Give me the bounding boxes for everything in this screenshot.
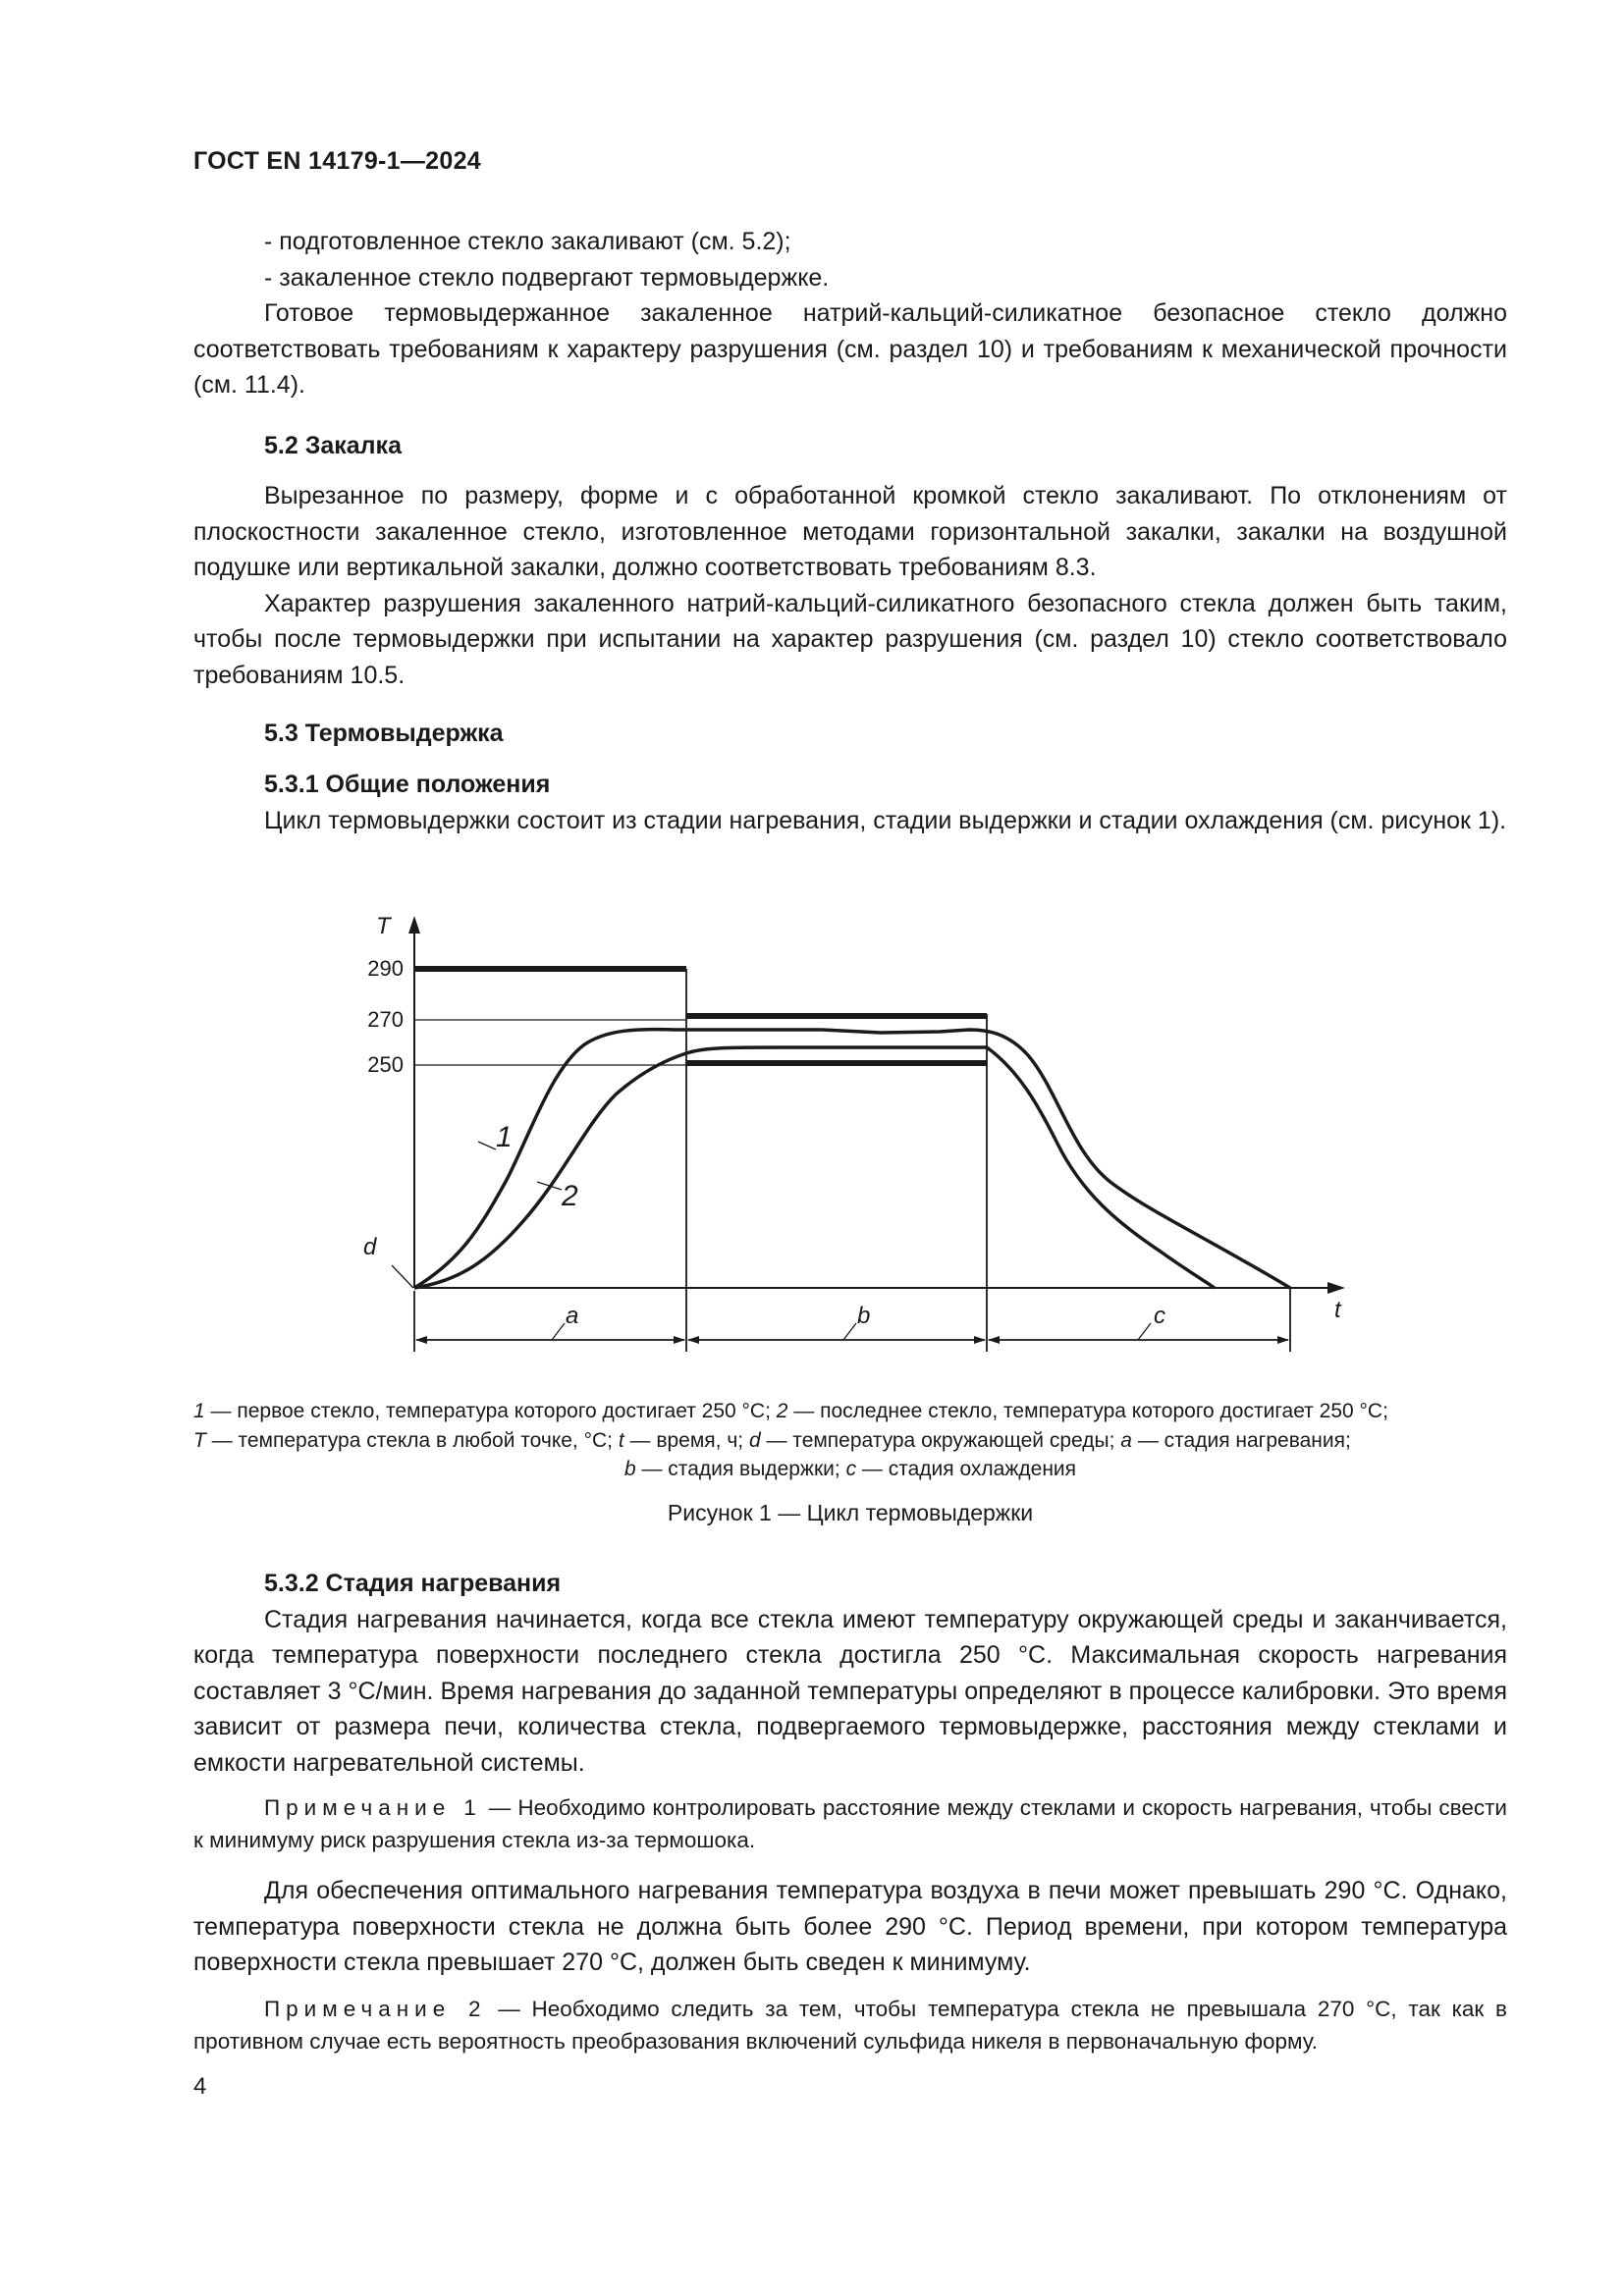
leader-a xyxy=(552,1323,565,1340)
legend-line: 1 — первое стекло, температура которого достигает 250 °С; 2 — последнее стекло, температура которого достигает 250 °С; xyxy=(193,1400,1388,1422)
section-title: 5.2 Закалка xyxy=(264,432,402,459)
paragraph: Для обеспечения оптимального нагревания температура воздуха в печи может превышать 290 °С. Однако, температура поверхности стекла не должна быть более 290 °С. Период времени, при котором температура поверхности стекла превышает 270 °С, должен быть сведен к минимуму. xyxy=(193,1877,1507,1976)
note-2 xyxy=(193,1993,1507,2057)
list-item: - подготовленное стекло закаливают (см. 5.2); xyxy=(264,228,791,255)
note-label: Примечание 1 xyxy=(264,1795,482,1820)
heat-soak-cycle-diagram xyxy=(193,898,1507,1389)
note-text: — Необходимо контролировать расстояние между стеклами и скорость нагревания, чтобы свести к минимуму риск разрушения стекла из-за термошока. xyxy=(193,1795,1507,1852)
tick-270: 270 xyxy=(367,1007,404,1032)
legend-line: b — стадия выдержки; c — стадия охлаждения xyxy=(623,1458,1077,1480)
stage-c-label: c xyxy=(1154,1303,1165,1329)
paragraph: Характер разрушения закаленного натрий-кальций-силикатного безопасного стекла должен быть таким, чтобы после термовыдержки при испытании на характер разрушения (см. раздел 10) стекло соответствовало требованиям 10.5. xyxy=(193,589,1507,689)
list-item: - закаленное стекло подвергают термовыдержке. xyxy=(264,263,830,292)
section-title: 5.3 Термовыдержка xyxy=(264,720,504,747)
stage-b-label: b xyxy=(857,1303,871,1329)
origin-label: d xyxy=(363,1234,377,1260)
paragraph-block xyxy=(193,1873,1507,1981)
tick-250: 250 xyxy=(367,1052,404,1077)
section-5-2 xyxy=(193,428,1507,464)
figure-legend xyxy=(193,1397,1507,1484)
subsection-title: 5.3.2 Стадия нагревания xyxy=(264,1570,562,1597)
subsection-title: 5.3.1 Общие положения xyxy=(264,771,551,798)
stage-a-label: a xyxy=(566,1303,579,1329)
y-axis-label: T xyxy=(376,913,391,939)
leader-1 xyxy=(478,1142,496,1149)
leader-b xyxy=(843,1323,856,1340)
section-5-3-1 xyxy=(193,767,1507,838)
note-text: — Необходимо следить за тем, чтобы температура стекла не превышала 270 °С, так как в противном случае есть вероятность преобразования включений сульфида никеля в первоначальную форму. xyxy=(193,1997,1507,2054)
paragraph: Цикл термовыдержки состоит из стадии нагревания, стадии выдержки и стадии охлаждения (см. рисунок 1). xyxy=(264,806,1507,834)
y-axis-arrow-icon xyxy=(408,916,420,934)
document-header: ГОСТ EN 14179-1—2024 xyxy=(193,147,481,175)
section-5-2-body xyxy=(193,478,1507,693)
page-number: 4 xyxy=(193,2073,207,2100)
x-axis-arrow-icon xyxy=(1327,1282,1345,1294)
section-5-3-2 xyxy=(193,1566,1507,1781)
note-2-block xyxy=(193,1993,1507,2057)
tick-290: 290 xyxy=(367,956,404,981)
paragraph: Готовое термовыдержанное закаленное натрий-кальций-силикатное безопасное стекло должно соответствовать требованиям к характеру разрушения (см. раздел 10) и требованиям к механической прочности (см. 11.4). xyxy=(193,299,1507,399)
note-1-block xyxy=(193,1791,1507,1856)
section-5-3 xyxy=(193,716,1507,752)
paragraph: Стадия нагревания начинается, когда все стекла имеют температуру окружающей среды и заканчивается, когда температура поверхности последнего стекла достигла 250 °С. Максимальная скорость нагревания составляет 3 °С/мин. Время нагревания до заданной температуры определяют в процессе калибровки. Это время зависит от размера печи, количества стекла, подвергаемого термовыдержке, расстояния между стеклами и емкости нагревательной системы. xyxy=(193,1605,1507,1777)
leader-c xyxy=(1138,1323,1151,1340)
note-1 xyxy=(193,1791,1507,1856)
curve-1-label: 1 xyxy=(496,1121,513,1153)
legend-line: T — температура стекла в любой точке, °С; t — время, ч; d — температура окружающей среды; a — стадия нагревания; xyxy=(193,1428,1351,1452)
figure-caption: Рисунок 1 — Цикл термовыдержки xyxy=(667,1500,1034,1525)
x-axis-label: t xyxy=(1334,1297,1341,1323)
figure-1 xyxy=(193,898,1507,1389)
curve-2-label: 2 xyxy=(562,1180,578,1212)
intro-block xyxy=(193,224,1507,403)
leader-d xyxy=(392,1265,413,1288)
note-label: Примечание 2 xyxy=(264,1997,487,2021)
paragraph: Вырезанное по размеру, форме и с обработанной кромкой стекло закаливают. По отклонениям от плоскостности закаленное стекло, изготовленное методами горизонтальной закалки, закалки на воздушной подушке или вертикальной закалки, должно соответствовать требованиям 8.3. xyxy=(193,482,1507,581)
